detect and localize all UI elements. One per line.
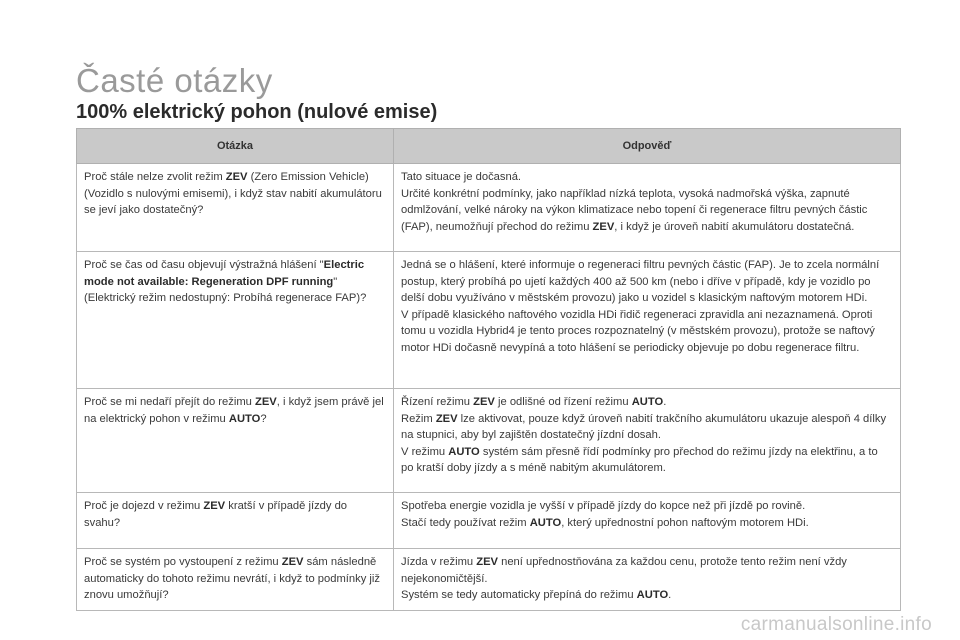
table-row <box>77 252 901 389</box>
answer-cell: Tato situace je dočasná. Určité konkrétní podmínky, jako například nízká teplota, vysoká nadmořská výška, zapnuté odmlžování, velké nároky na výkon klimatizace nebo topení či regenerace filtru pevných částic (FAP), neumožňují přechod do režimu ZEV, i když je úroveň nabití akumulátoru dostatečná. <box>394 164 901 252</box>
header-answer: Odpověď <box>394 129 901 164</box>
question-cell: Proč se systém po vystoupení z režimu ZEV sám následně automaticky do tohoto režimu nevrátí, i když to podmínky již znovu umožňují? <box>77 549 394 611</box>
answer-cell: Jízda v režimu ZEV není upřednostňována za každou cenu, protože tento režim není vždy nejekonomičtější. Systém se tedy automaticky přepíná do režimu AUTO. <box>394 549 901 611</box>
answer-cell: Jedná se o hlášení, které informuje o regeneraci filtru pevných částic (FAP). Je to zcela normální postup, který probíhá po ujetí každých 400 až 500 km (nebo i dříve v případě, kdy je vozidlo po delší dobu využíváno v městském provozu) jako u vozidel s klasickým naftovým motorem HDi. V případě klasického naftového vozidla HDi řidič regeneraci zpravidla ani nezaznamená. Oproti tomu u vozidla Hybrid4 je tento proces rozpoznatelný (v městském provozu), protože se naftový motor HDi dočasně nevypíná a toto hlášení se periodicky objevuje po dobu regenerace filtru. <box>394 252 901 389</box>
table-row <box>77 549 901 611</box>
table-row <box>77 389 901 493</box>
section-title: 100% elektrický pohon (nulové emise) <box>76 101 438 123</box>
question-cell: Proč se čas od času objevují výstražná hlášení "Electric mode not available: Regeneration DPF running" (Elektrický režim nedostupný: Probíhá regenerace FAP)? <box>77 252 394 389</box>
table-header-row <box>77 129 901 164</box>
table-row <box>77 493 901 549</box>
page-title: Časté otázky <box>76 62 273 99</box>
watermark: carmanualsonline.info <box>740 614 932 635</box>
question-cell: Proč je dojezd v režimu ZEV kratší v případě jízdy do svahu? <box>77 493 394 549</box>
question-cell: Proč stále nelze zvolit režim ZEV (Zero Emission Vehicle) (Vozidlo s nulovými emisemi), i když stav nabití akumulátoru se jeví jako dostatečný? <box>77 164 394 252</box>
faq-table <box>76 128 901 611</box>
answer-cell: Řízení režimu ZEV je odlišné od řízení režimu AUTO. Režim ZEV lze aktivovat, pouze když úroveň nabití trakčního akumulátoru ukazuje alespoň 4 dílky na stupnici, aby byl zajištěn dostatečný jízdní dosah. V režimu AUTO systém sám přesně řídí podmínky pro přechod do režimu jízdy na elektřinu, a to po kratší doby jízdy a s méně nabitým akumulátorem. <box>394 389 901 493</box>
table-row <box>77 164 901 252</box>
answer-cell: Spotřeba energie vozidla je vyšší v případě jízdy do kopce než při jízdě po rovině. Stačí tedy používat režim AUTO, který upřednostní pohon naftovým motorem HDi. <box>394 493 901 549</box>
question-cell: Proč se mi nedaří přejít do režimu ZEV, i když jsem právě jel na elektrický pohon v režimu AUTO? <box>77 389 394 493</box>
header-question: Otázka <box>77 129 394 164</box>
